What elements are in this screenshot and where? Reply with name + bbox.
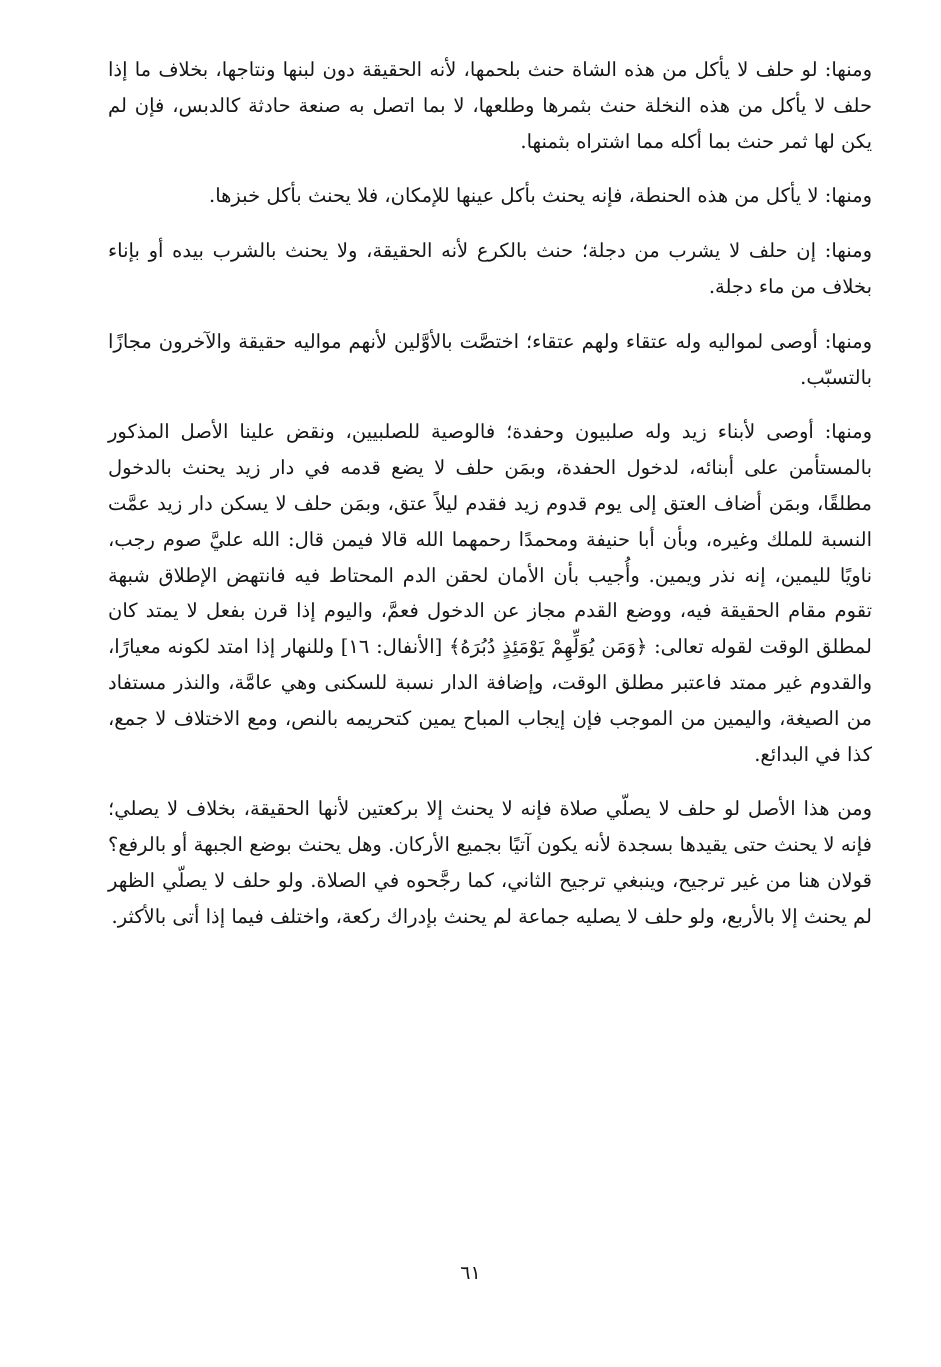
paragraph-4: ومنها: أوصى لمواليه وله عتقاء ولهم عتقاء؛ اختصَّت بالأوَّلين لأنهم مواليه حقيقة والآخرون مجازًا بالتسبّب. [108, 329, 872, 389]
paragraph-1: ومنها: لو حلف لا يأكل من هذه الشاة حنث بلحمها، لأنه الحقيقة دون لبنها ونتاجها، بخلاف ما إذا حلف لا يأكل من هذه النخلة حنث بثمرها وطلعها، لا بما اتصل به صنعة حادثة كالدبس، فإن لم يكن لها ثمر حنث بما أكله مما اشتراه بثمنها. [108, 58, 872, 153]
paragraph-3: ومنها: إن حلف لا يشرب من دجلة؛ حنث بالكرع لأنه الحقيقة، ولا يحنث بالشرب بيده أو بإناء بخلاف من ماء دجلة. [108, 239, 872, 298]
paragraph-5: ومنها: أوصى لأبناء زيد وله صلبيون وحفدة؛ فالوصية للصلبيين، ونقض علينا الأصل المذكور بالمستأمن على أبنائه، لدخول الحفدة، وبمَن حلف لا يضع قدمه في دار زيد يحنث بالدخول مطلقًا، وبمَن أضاف العتق إلى يوم قدوم زيد فقدم ليلاً عتق، وبمَن حلف لا يسكن دار زيد عمَّت النسبة للملك وغيره، وبأن أبا حنيفة ومحمدًا رحمهما الله قالا فيمن قال: الله عليَّ صوم رجب، ناويًا لليمين، إنه نذر ويمين. وأُجيب بأن الأمان لحقن الدم المحتاط فيه فانتهض الإطلاق شبهة تقوم مقام الحقيقة فيه، ووضع القدم مجاز عن الدخول فعمَّ، واليوم إذا قرن بفعل لا يمتد كان لمطلق الوقت لقوله تعالى: ﴿وَمَن يُوَلِّهِمْ يَوْمَئِذٍ دُبُرَهُ﴾ [الأنفال: ١٦] وللنهار إذا امتد لكونه معيارًا، والقدوم غير ممتد فاعتبر مطلق الوقت، وإضافة الدار نسبة للسكنى وهي عامَّة، والنذر مستفاد من الصيغة، واليمين من الموجب فإن إيجاب المباح يمين كتحريمه بالنص، ومع الاختلاف لا جمع، كذا في البدائع. [108, 420, 872, 766]
body-text [108, 52, 872, 954]
paragraph-6: ومن هذا الأصل لو حلف لا يصلّي صلاة فإنه لا يحنث إلا بركعتين لأنها الحقيقة، بخلاف لا يصلي؛ فإنه لا يحنث حتى يقيدها بسجدة لأنه يكون آتيًا بجميع الأركان. وهل يحنث بوضع الجبهة أو بالرفع؟ قولان هنا من غير ترجيح، وينبغي ترجيح الثاني، كما رجَّحوه في الصلاة. ولو حلف لا يصلّي الظهر لم يحنث إلا بالأربع، ولو حلف لا يصليه جماعة لم يحنث بإدراك ركعة، واختلف فيما إذا أتى بالأكثر. [108, 797, 872, 928]
paragraph-2: ومنها: لا يأكل من هذه الحنطة، فإنه يحنث بأكل عينها للإمكان، فلا يحنث بأكل خبزها. [209, 184, 872, 208]
page-number: ٦١ [460, 1262, 481, 1284]
